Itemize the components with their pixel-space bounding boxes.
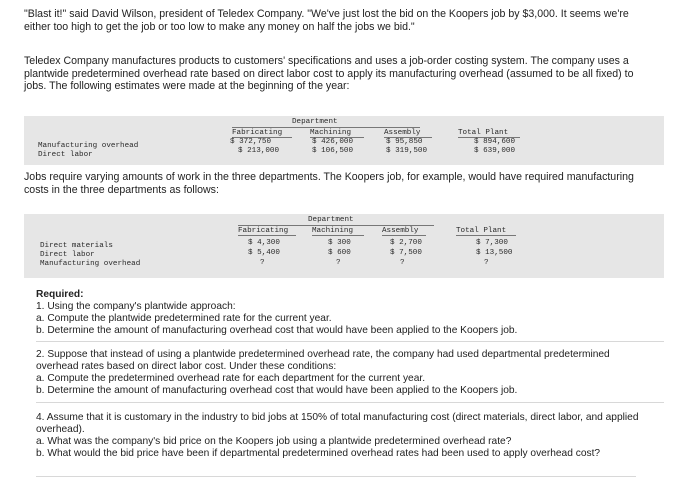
header-underline — [238, 235, 296, 236]
table-cell: $ 600 — [328, 249, 351, 257]
table-cell: $ 2,700 — [390, 239, 422, 247]
section-divider — [36, 402, 664, 403]
section-divider — [36, 476, 636, 477]
table-cell: $ 372,750 — [230, 138, 272, 146]
question-text: b. What would the bid price have been if departmental predetermined overhead rates had been used to apply overhead cost? — [36, 448, 601, 459]
question-text: b. Determine the amount of manufacturing overhead cost that would have been applied to the Koopers job. — [36, 385, 518, 396]
intro-paragraph — [24, 8, 694, 33]
question-text: overhead). — [36, 424, 85, 435]
table-cell: $ 4,300 — [248, 239, 280, 247]
row-label: Direct materials — [40, 242, 113, 250]
question-2-block — [36, 349, 700, 397]
table-cell: ? — [484, 259, 489, 267]
table-cell: $ 213,000 — [238, 147, 280, 155]
question-text: a. Compute the predetermined overhead rate for each department for the current year. — [36, 373, 426, 384]
table-cell: $ 106,500 — [312, 147, 354, 155]
required-section — [36, 289, 700, 337]
row-label: Manufacturing overhead — [40, 260, 141, 268]
column-header: Machining — [310, 129, 352, 137]
table-group-header: Department — [292, 118, 338, 126]
table-cell: $ 7,300 — [476, 239, 508, 247]
background-line: Teledex Company manufactures products to customers' specifications and uses a job-order costing system. The company uses a — [24, 55, 629, 67]
table-cell: $ 13,500 — [476, 249, 513, 257]
column-header: Assembly — [384, 129, 421, 137]
question-4-block — [36, 412, 700, 460]
section-divider — [36, 341, 664, 342]
table-cell: $ 894,600 — [474, 138, 516, 146]
jobs-line: Jobs require varying amounts of work in the three departments. The Koopers job, for example, would have required manufacturing — [24, 171, 634, 183]
header-underline — [312, 235, 364, 236]
column-header: Machining — [312, 227, 354, 235]
table-cell: $ 7,500 — [390, 249, 422, 257]
column-header: Total Plant — [456, 227, 507, 235]
question-text: 1. Using the company's plantwide approach: — [36, 301, 236, 312]
koopers-table — [24, 214, 664, 278]
background-paragraph — [24, 55, 694, 93]
table-cell: $ 319,500 — [386, 147, 428, 155]
table-cell: $ 300 — [328, 239, 351, 247]
question-text: b. Determine the amount of manufacturing overhead cost that would have been applied to the Koopers job. — [36, 325, 518, 336]
header-underline — [382, 235, 426, 236]
estimates-table — [24, 116, 664, 165]
column-header: Fabricating — [238, 227, 289, 235]
group-header-rule — [238, 225, 434, 226]
question-text: a. What was the company's bid price on the Koopers job using a plantwide predetermined overhead rate? — [36, 436, 512, 447]
table-group-header: Department — [308, 216, 354, 224]
question-text: 4. Assume that it is customary in the industry to bid jobs at 150% of total manufacturing cost (direct materials, direct labor, and applied — [36, 412, 639, 423]
jobs-line: costs in the three departments as follows: — [24, 183, 219, 196]
column-header: Fabricating — [232, 129, 283, 137]
group-header-rule — [232, 127, 420, 128]
jobs-paragraph — [24, 171, 694, 196]
background-line: jobs. The following estimates were made at the beginning of the year: — [24, 80, 350, 93]
table-cell: $ 639,000 — [474, 147, 516, 155]
table-cell: ? — [260, 259, 265, 267]
question-text: overhead rates based on direct labor cost. Under these conditions: — [36, 361, 337, 372]
row-label: Direct labor — [38, 151, 93, 159]
table-cell: $ 5,400 — [248, 249, 280, 257]
column-header: Assembly — [382, 227, 419, 235]
background-line: plantwide predetermined overhead rate based on direct labor cost to apply its manufacturing overhead (assumed to be all fixed) to — [24, 67, 634, 80]
row-label: Manufacturing overhead — [38, 142, 139, 150]
required-title: Required: — [36, 289, 84, 300]
question-text: a. Compute the plantwide predetermined rate for the current year. — [36, 313, 332, 324]
table-cell: ? — [400, 259, 405, 267]
table-cell: $ 95,850 — [386, 138, 423, 146]
header-underline — [456, 235, 516, 236]
intro-line: "Blast it!" said David Wilson, president of Teledex Company. "We've just lost the bid on the Koopers job by $3,000. It seems we're — [24, 8, 629, 20]
table-cell: ? — [336, 259, 341, 267]
table-cell: $ 426,000 — [312, 138, 354, 146]
question-text: 2. Suppose that instead of using a plantwide predetermined overhead rate, the company had used departmental predetermined — [36, 349, 610, 360]
row-label: Direct labor — [40, 251, 95, 259]
column-header: Total Plant — [458, 129, 509, 137]
intro-line: either too high to get the job or too low to make any money on half the jobs we bid." — [24, 20, 415, 33]
